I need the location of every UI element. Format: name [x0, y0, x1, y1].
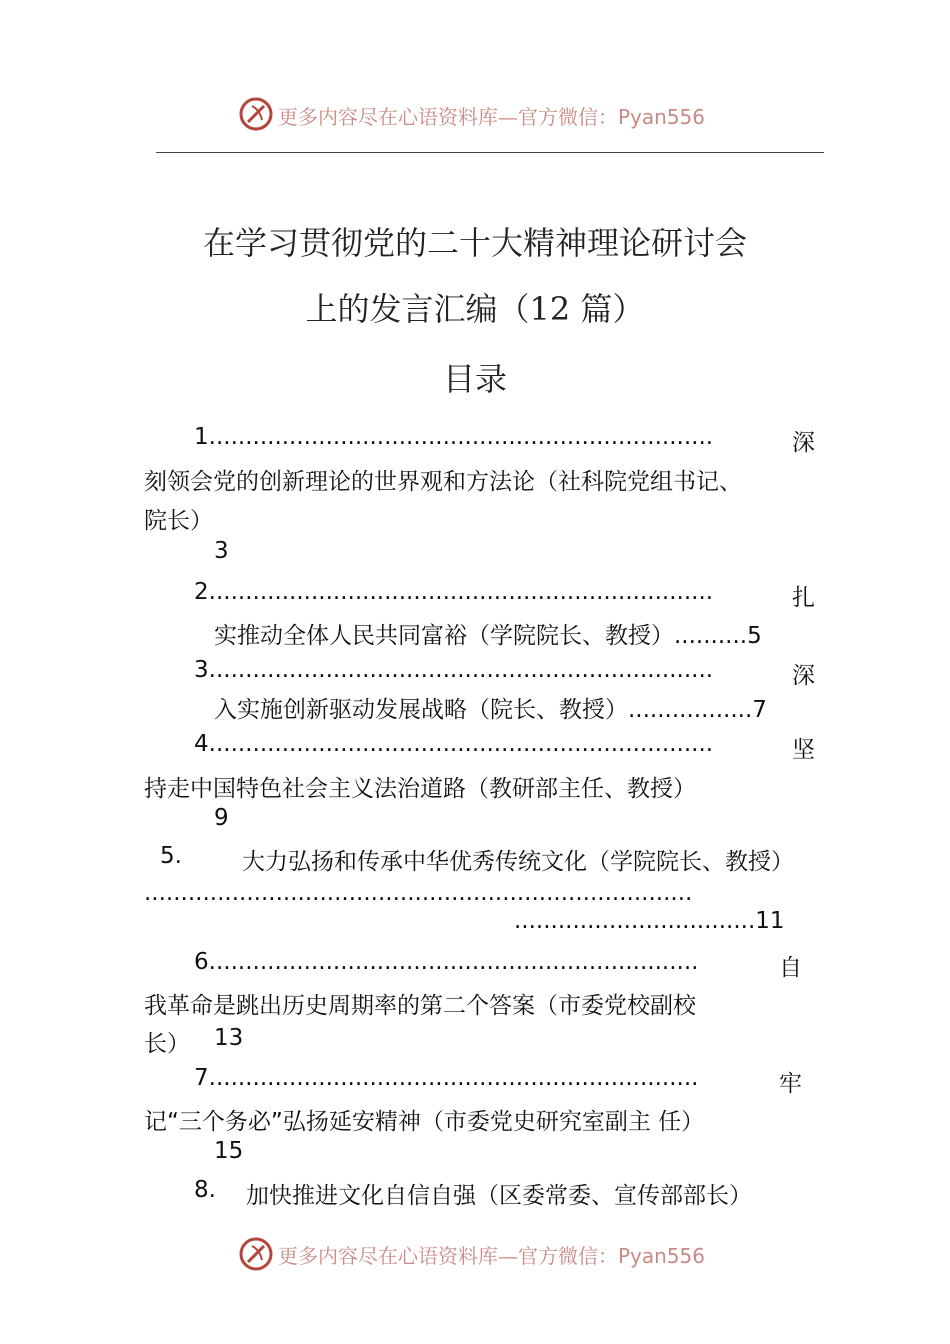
toc-entry-1-line3: 院长） — [144, 508, 213, 534]
toc-entry-2[interactable] — [194, 579, 713, 605]
header-divider — [156, 152, 824, 153]
toc-entry-number: 7 — [194, 1065, 209, 1091]
toc-entry-4[interactable] — [194, 731, 713, 757]
toc-entry-number: 2 — [194, 579, 209, 605]
toc-entry-3-char: 深 — [792, 663, 815, 689]
document-title-line2: 上的发言汇编（12 篇） — [305, 290, 645, 328]
toc-entry-5-number[interactable]: 5. — [160, 843, 182, 869]
toc-leader-dots: ..................................................................... — [208, 424, 714, 450]
toc-leader-dots: ..................................................................... — [208, 657, 714, 683]
toc-leader-dots: ........................................................................... — [144, 880, 693, 906]
toc-entry-7-char: 牢 — [779, 1071, 802, 1097]
toc-entry-4-line2: 持走中国特色社会主义法治道路（教研部主任、教授） — [144, 776, 696, 802]
toc-entry-4-char: 坚 — [792, 737, 815, 763]
toc-entry-5-text[interactable]: 大力弘扬和传承中华优秀传统文化（学院院长、教授） — [242, 849, 794, 875]
toc-entry-1-line2: 刻领会党的创新理论的世界观和方法论（社科院党组书记、 — [144, 469, 742, 495]
toc-entry-6-char: 自 — [779, 955, 802, 981]
toc-entry-6[interactable] — [194, 949, 698, 975]
toc-entry-6-page: 13 — [214, 1025, 244, 1051]
footer-watermark-id: Pyan556 — [618, 1244, 706, 1268]
header-watermark-id: Pyan556 — [618, 105, 706, 129]
toc-entry-2-char: 扎 — [792, 585, 815, 611]
toc-entry-1-char: 深 — [792, 430, 815, 456]
footer-watermark-text: 更多内容尽在心语资料库—官方微信： — [278, 1244, 618, 1268]
toc-entry-8-text[interactable]: 加快推进文化自信自强（区委常委、宣传部部长） — [246, 1183, 752, 1209]
toc-entry-5-line3 — [514, 908, 785, 934]
header-watermark — [278, 101, 705, 130]
toc-entry-7-line2: 记“三个务必”弘扬延安精神（市委党史研究室副主 任） — [144, 1109, 705, 1135]
toc-leader-dots: ................. — [628, 697, 753, 723]
toc-entry-8-number[interactable]: 8. — [194, 1177, 216, 1203]
toc-entry-4-page: 9 — [214, 805, 229, 831]
toc-entry-number: 6 — [194, 949, 209, 975]
brand-logo-icon — [238, 96, 274, 132]
toc-entry-2-line2 — [214, 617, 762, 650]
toc-entry-2-page: 5 — [747, 623, 762, 649]
toc-entry-5-page: 11 — [755, 908, 785, 934]
toc-entry-6-line3: 长） — [144, 1031, 190, 1057]
toc-entry-3-text: 入实施创新驱动发展战略（院长、教授） — [214, 697, 628, 723]
toc-leader-dots: ................................................................... — [208, 1065, 699, 1091]
toc-entry-7-page: 15 — [214, 1138, 244, 1164]
toc-entry-number: 4 — [194, 731, 209, 757]
toc-entry-6-line2: 我革命是跳出历史周期率的第二个答案（市委党校副校 — [144, 993, 696, 1019]
toc-entry-1[interactable] — [194, 424, 713, 450]
toc-leader-dots: .......... — [674, 623, 748, 649]
toc-leader-dots: ..................................................................... — [208, 579, 714, 605]
toc-leader-dots: ................................................................... — [208, 949, 699, 975]
toc-entry-3-line2 — [214, 691, 767, 724]
toc-entry-2-text: 实推动全体人民共同富裕（学院院长、教授） — [214, 623, 674, 649]
document-title-line1: 在学习贯彻党的二十大精神理论研讨会 — [202, 224, 747, 262]
toc-entry-1-page: 3 — [214, 538, 229, 564]
footer-watermark — [278, 1240, 705, 1269]
toc-leader-dots: ................................. — [514, 908, 756, 934]
toc-entry-number: 3 — [194, 657, 209, 683]
toc-entry-7[interactable] — [194, 1065, 698, 1091]
toc-entry-number: 1 — [194, 424, 209, 450]
toc-heading: 目录 — [442, 360, 507, 398]
toc-entry-3[interactable] — [194, 657, 713, 683]
header-watermark-text: 更多内容尽在心语资料库—官方微信： — [278, 105, 618, 129]
toc-leader-dots: ..................................................................... — [208, 731, 714, 757]
toc-entry-3-page: 7 — [752, 697, 767, 723]
brand-logo-icon — [238, 1236, 274, 1272]
